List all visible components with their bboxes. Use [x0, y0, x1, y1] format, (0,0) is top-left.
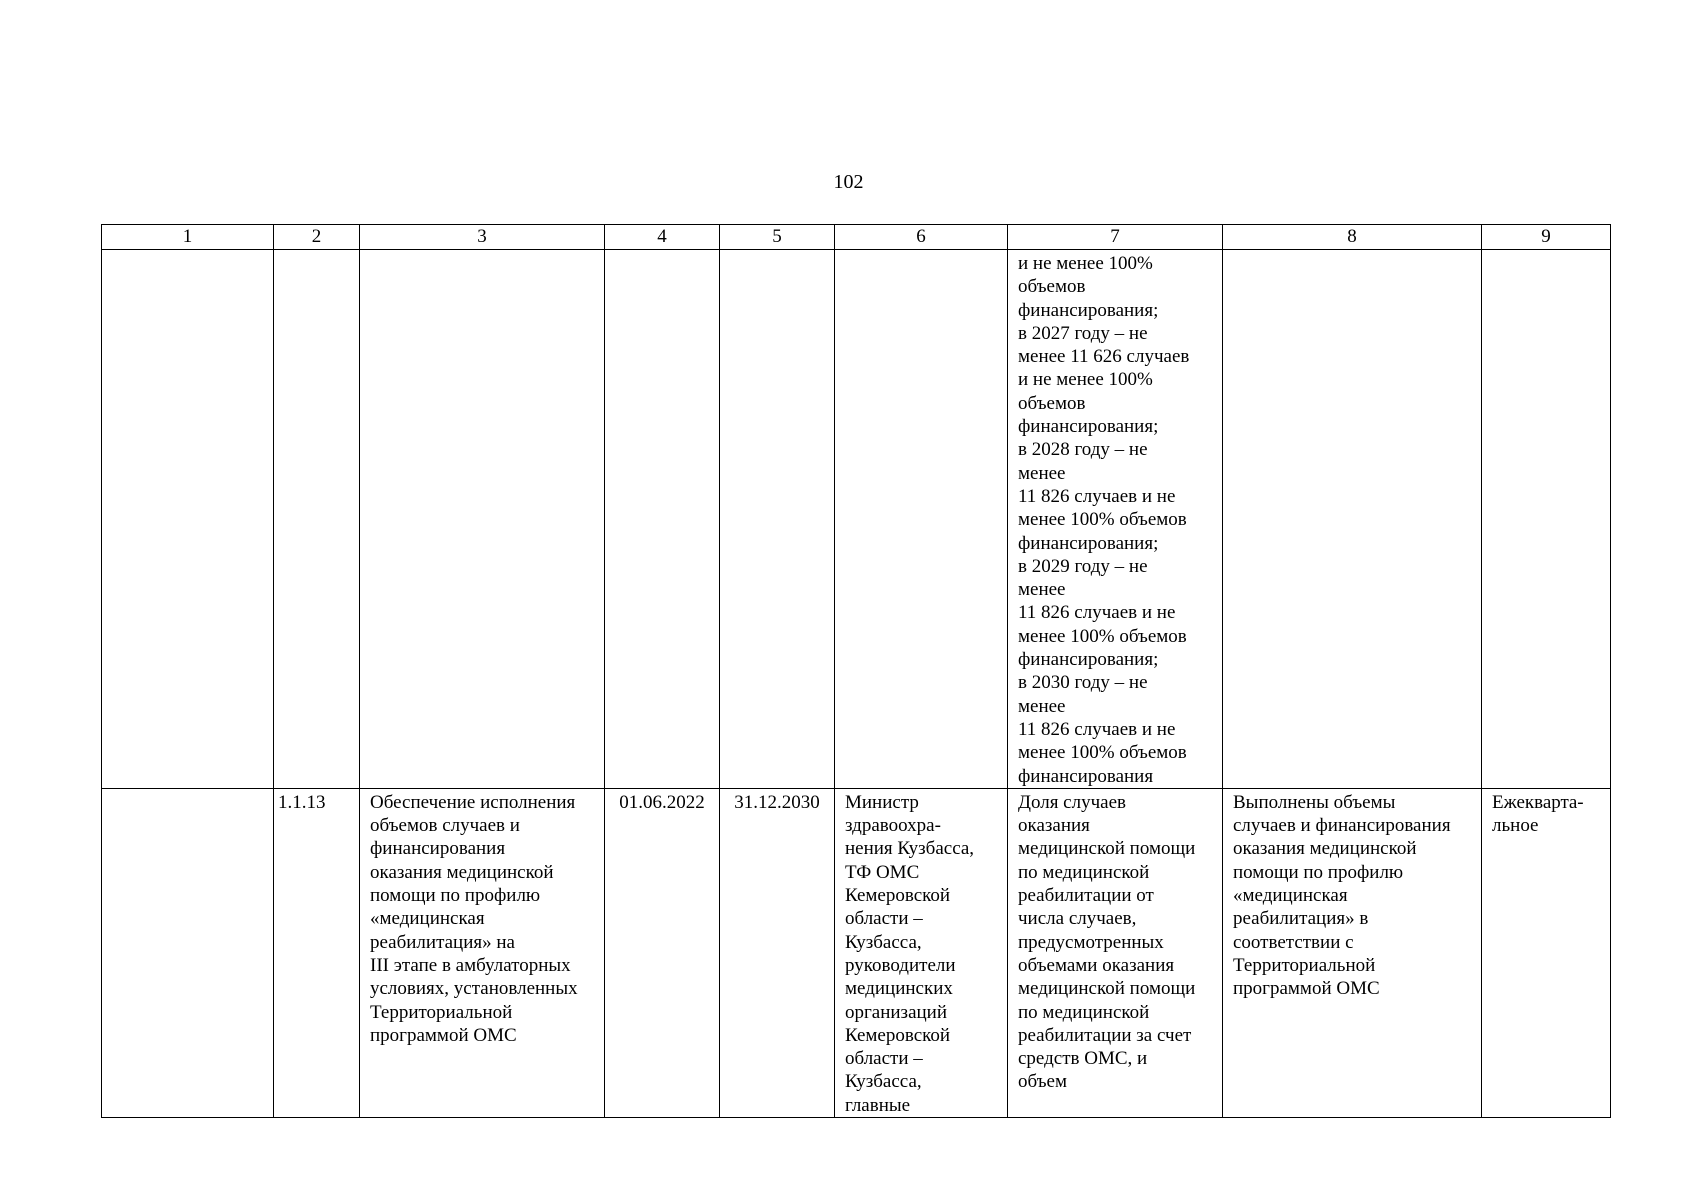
- cell-col7-indicator-continued: и не менее 100% объемов финансирования; в 2027 году – не менее 11 626 случаев и не менее 100% объемов финансирования; в 2028 году – не менее 11 826 случаев и не менее 100% объемов финансирования; в 2029 году – не менее 11 826 случаев и не менее 100% объемов финансирования; в 2030 году – не менее 11 826 случаев и не менее 100% объемов финансирования: [1008, 250, 1223, 789]
- cell-col1: [102, 788, 274, 1117]
- cell-activity-name: Обеспечение исполнения объемов случаев и финансирования оказания медицинской помощи по профилю «медицинская реабилитация» на III этапе в амбулаторных условиях, установленных Территориальной программой ОМС: [360, 788, 605, 1117]
- header-cell-6: 6: [835, 225, 1008, 250]
- header-cell-2: 2: [274, 225, 360, 250]
- cell-item-number: 1.1.13: [274, 788, 360, 1117]
- table-header-row: [102, 225, 1611, 250]
- cell-col3: [360, 250, 605, 789]
- table-row: [102, 250, 1611, 789]
- cell-col5: [720, 250, 835, 789]
- table-row: [102, 788, 1611, 1117]
- header-cell-8: 8: [1223, 225, 1482, 250]
- cell-indicator: Доля случаев оказания медицинской помощи по медицинской реабилитации от числа случаев, предусмотренных объемами оказания медицинской помощи по медицинской реабилитации за счет средств ОМС, и объем: [1008, 788, 1223, 1117]
- page-number: 102: [833, 171, 864, 193]
- cell-col4: [605, 250, 720, 789]
- cell-col2: [274, 250, 360, 789]
- header-cell-5: 5: [720, 225, 835, 250]
- header-cell-9: 9: [1482, 225, 1611, 250]
- cell-col8: [1223, 250, 1482, 789]
- cell-responsible: Министр здравоохра- нения Кузбасса, ТФ ОМС Кемеровской области – Кузбасса, руководители медицинских организаций Кемеровской области – Кузбасса, главные: [835, 788, 1008, 1117]
- header-cell-3: 3: [360, 225, 605, 250]
- cell-result: Выполнены объемы случаев и финансирования оказания медицинской помощи по профилю «медицинская реабилитация» в соответствии с Территориальной программой ОМС: [1223, 788, 1482, 1117]
- header-cell-4: 4: [605, 225, 720, 250]
- cell-col6: [835, 250, 1008, 789]
- activity-table: [101, 224, 1611, 1118]
- cell-col1: [102, 250, 274, 789]
- cell-col9: [1482, 250, 1611, 789]
- cell-end-date: 31.12.2030: [720, 788, 835, 1117]
- header-cell-7: 7: [1008, 225, 1223, 250]
- cell-start-date: 01.06.2022: [605, 788, 720, 1117]
- cell-frequency: Ежеквартa- льное: [1482, 788, 1611, 1117]
- header-cell-1: 1: [102, 225, 274, 250]
